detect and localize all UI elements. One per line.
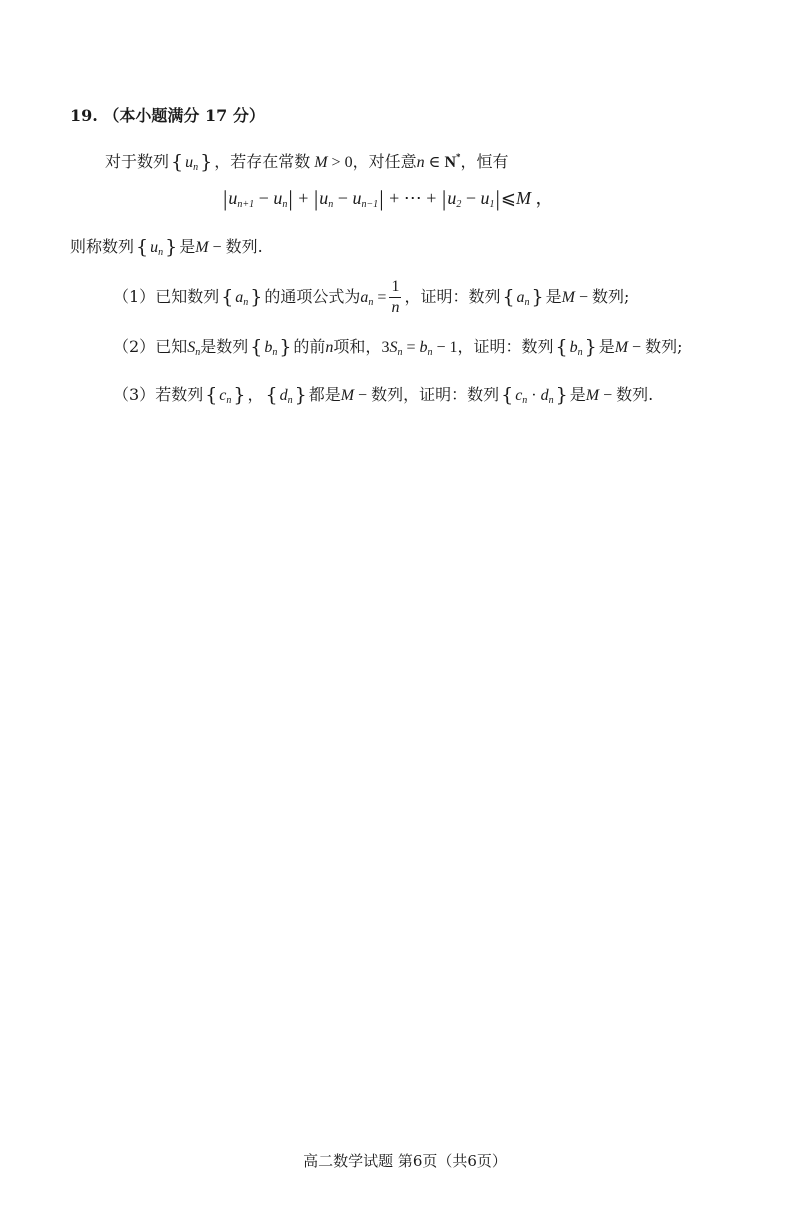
- part-3: （3）若数列 { $c_n$ } ， { $d_n$ } 都是M − 数列，证明：数列 { $c_n \cdot d_n$ } 是M − 数列.: [113, 384, 654, 406]
- display-formula: $|u_{n+1} - u_n| + |u_n - u_{n-1}|$ + ⋯ + $|u_2$ − $u_1|⩽M$ ，: [223, 186, 554, 211]
- part-1: （1）已知数列 { $a_n$ } 的通项公式为$a_n$ = $\frac{1}{n}$ ，证明：数列 { $a_n$ } 是M − 数列;: [113, 278, 630, 316]
- fraction-1-over-n: $\frac{1}{n}$: [391, 278, 400, 316]
- score-note: （本小题满分 17 分）: [103, 106, 265, 125]
- problem-number: 19.: [70, 106, 98, 125]
- page-footer: 高二数学试题 第6页（共6页）: [303, 1152, 507, 1170]
- intro-line: 对于数列 { $u_n$ } ，若存在常数 M > 0，对任意n ∈ N*，恒有: [105, 151, 509, 173]
- part-2: （2）已知$S_n$是数列 { $b_n$ } 的前n项和，$3S_n = b_n - 1$，证明：数列 { $b_n$ } 是M − 数列;: [113, 336, 683, 358]
- problem-header: [70, 104, 265, 128]
- conclusion-line: 则称数列 { $u_n$ } 是M − 数列.: [70, 236, 263, 258]
